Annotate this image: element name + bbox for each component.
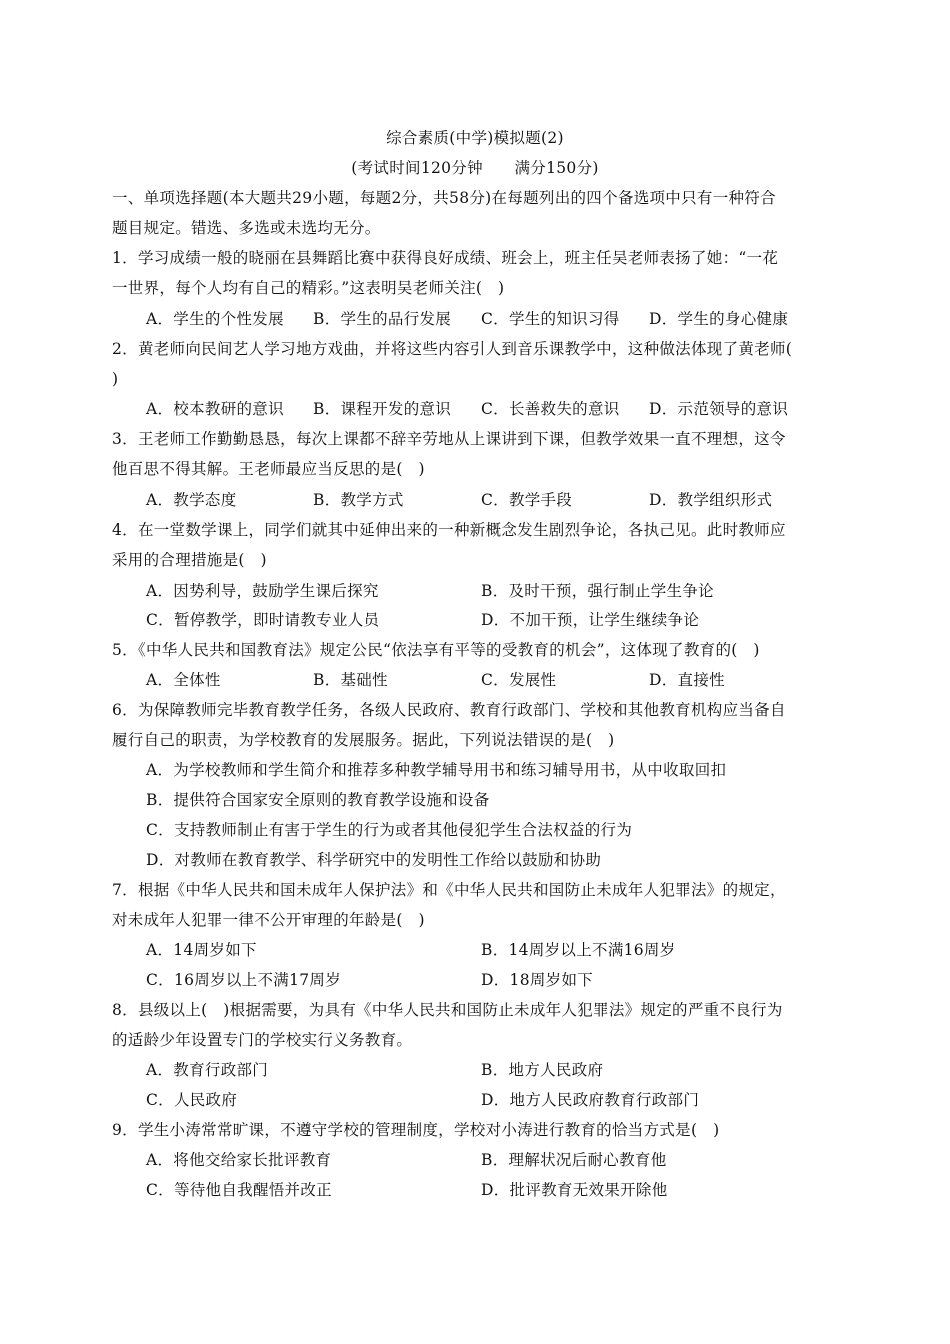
question-6-option-a: A．为学校教师和学生简介和推荐多种教学辅导用书和练习辅导用书，从中收取回扣 bbox=[146, 761, 727, 779]
question-4-option-c: C．暂停教学，即时请教专业人员 bbox=[146, 611, 380, 629]
question-6-option-b: B．提供符合国家安全原则的教育教学设施和设备 bbox=[146, 791, 490, 809]
question-9-option-a: A．将他交给家长批评教育 bbox=[146, 1151, 332, 1169]
question-3-line2: 他百思不得其解。王老师最应当反思的是( ) bbox=[112, 460, 425, 478]
section-instructions-line2: 题目规定。错选、多选或未选均无分。 bbox=[112, 219, 381, 237]
question-7-option-b: B．14周岁以上不满16周岁 bbox=[481, 941, 676, 959]
question-7-line2: 对未成年人犯罪一律不公开审理的年龄是( ) bbox=[112, 911, 425, 929]
question-1-option-b: B．学生的品行发展 bbox=[313, 310, 452, 328]
question-9-line1: 9．学生小涛常常旷课，不遵守学校的管理制度，学校对小涛进行教育的恰当方式是( ) bbox=[112, 1121, 720, 1139]
question-2-option-d: D．示范领导的意识 bbox=[649, 400, 789, 418]
question-4-option-d: D．不加干预，让学生继续争论 bbox=[481, 611, 700, 629]
question-6-line1: 6．为保障教师完毕教育教学任务，各级人民政府、教育行政部门、学校和其他教育机构应当备自 bbox=[112, 701, 786, 719]
question-4-line2: 采用的合理措施是( ) bbox=[112, 551, 267, 569]
question-1-line2: 一世界，每个人均有自己的精彩。”这表明吴老师关注( ) bbox=[112, 279, 505, 297]
question-2-option-b: B．课程开发的意识 bbox=[313, 400, 452, 418]
question-6-option-c: C．支持教师制止有害于学生的行为或者其他侵犯学生合法权益的行为 bbox=[146, 821, 633, 839]
question-1-line1: 1．学习成绩一般的晓丽在县舞蹈比赛中获得良好成绩、班会上，班主任吴老师表扬了她：“一花 bbox=[112, 249, 779, 267]
question-9-option-d: D．批评教育无效果开除他 bbox=[481, 1181, 668, 1199]
question-9-option-c: C．等待他自我醒悟并改正 bbox=[146, 1181, 332, 1199]
question-3-option-a: A．教学态度 bbox=[146, 491, 237, 509]
exam-title: 综合素质(中学)模拟题(2) bbox=[386, 129, 564, 147]
question-3-option-c: C．教学手段 bbox=[481, 491, 573, 509]
question-3-option-d: D．教学组织形式 bbox=[649, 491, 773, 509]
question-8-option-b: B．地方人民政府 bbox=[481, 1061, 604, 1079]
question-4-option-b: B．及时干预，强行制止学生争论 bbox=[481, 582, 714, 600]
question-7-option-a: A．14周岁如下 bbox=[146, 941, 257, 959]
question-4-option-a: A．因势利导，鼓励学生课后探究 bbox=[146, 582, 379, 600]
question-3-option-b: B．教学方式 bbox=[313, 491, 404, 509]
question-1-option-c: C．学生的知识习得 bbox=[481, 310, 620, 328]
question-8-option-c: C．人民政府 bbox=[146, 1091, 238, 1109]
question-6-line2: 履行自己的职责，为学校教育的发展服务。据此，下列说法错误的是( ) bbox=[112, 731, 615, 749]
question-4-line1: 4．在一堂数学课上，同学们就其中延伸出来的一种新概念发生剧烈争论，各执己见。此时教师应 bbox=[112, 521, 786, 539]
question-5-line1: 5．《中华人民共和国教育法》规定公民“依法享有平等的受教育的机会”，这体现了教育的( ) bbox=[112, 641, 760, 659]
question-1-option-d: D．学生的身心健康 bbox=[649, 310, 789, 328]
question-5-option-a: A．全体性 bbox=[146, 671, 221, 689]
section-instructions-line1: 一、单项选择题(本大题共29小题，每题2分，共58分)在每题列出的四个备选项中只有一种符合 bbox=[112, 189, 776, 207]
question-5-option-c: C．发展性 bbox=[481, 671, 557, 689]
question-7-line1: 7．根据《中华人民共和国未成年人保护法》和《中华人民共和国防止未成年人犯罪法》的规定， bbox=[112, 881, 786, 899]
question-8-option-a: A．教育行政部门 bbox=[146, 1061, 269, 1079]
question-3-line1: 3．王老师工作勤勤恳恳，每次上课都不辞辛劳地从上课讲到下课，但教学效果一直不理想，这令 bbox=[112, 430, 786, 448]
question-8-option-d: D．地方人民政府教育行政部门 bbox=[481, 1091, 700, 1109]
question-7-option-d: D．18周岁如下 bbox=[481, 971, 594, 989]
question-7-option-c: C．16周岁以上不满17周岁 bbox=[146, 971, 342, 989]
question-1-option-a: A．学生的个性发展 bbox=[146, 310, 284, 328]
exam-subtitle: (考试时间120分钟 满分150分) bbox=[351, 159, 599, 177]
question-9-option-b: B．理解状况后耐心教育他 bbox=[481, 1151, 667, 1169]
question-5-option-d: D．直接性 bbox=[649, 671, 725, 689]
question-5-option-b: B．基础性 bbox=[313, 671, 388, 689]
question-8-line2: 的适龄少年设置专门的学校实行义务教育。 bbox=[112, 1031, 413, 1049]
question-8-line1: 8．县级以上( )根据需要，为具有《中华人民共和国防止未成年人犯罪法》规定的严重不良行为 bbox=[112, 1001, 783, 1019]
question-6-option-d: D．对教师在教育教学、科学研究中的发明性工作给以鼓励和协助 bbox=[146, 851, 602, 869]
question-2-option-a: A．校本教研的意识 bbox=[146, 400, 284, 418]
question-2-line1: 2．黄老师向民间艺人学习地方戏曲，并将这些内容引人到音乐课教学中，这种做法体现了黄老师( bbox=[112, 340, 793, 358]
question-2-option-c: C．长善救失的意识 bbox=[481, 400, 620, 418]
question-2-line2: ) bbox=[112, 370, 119, 388]
